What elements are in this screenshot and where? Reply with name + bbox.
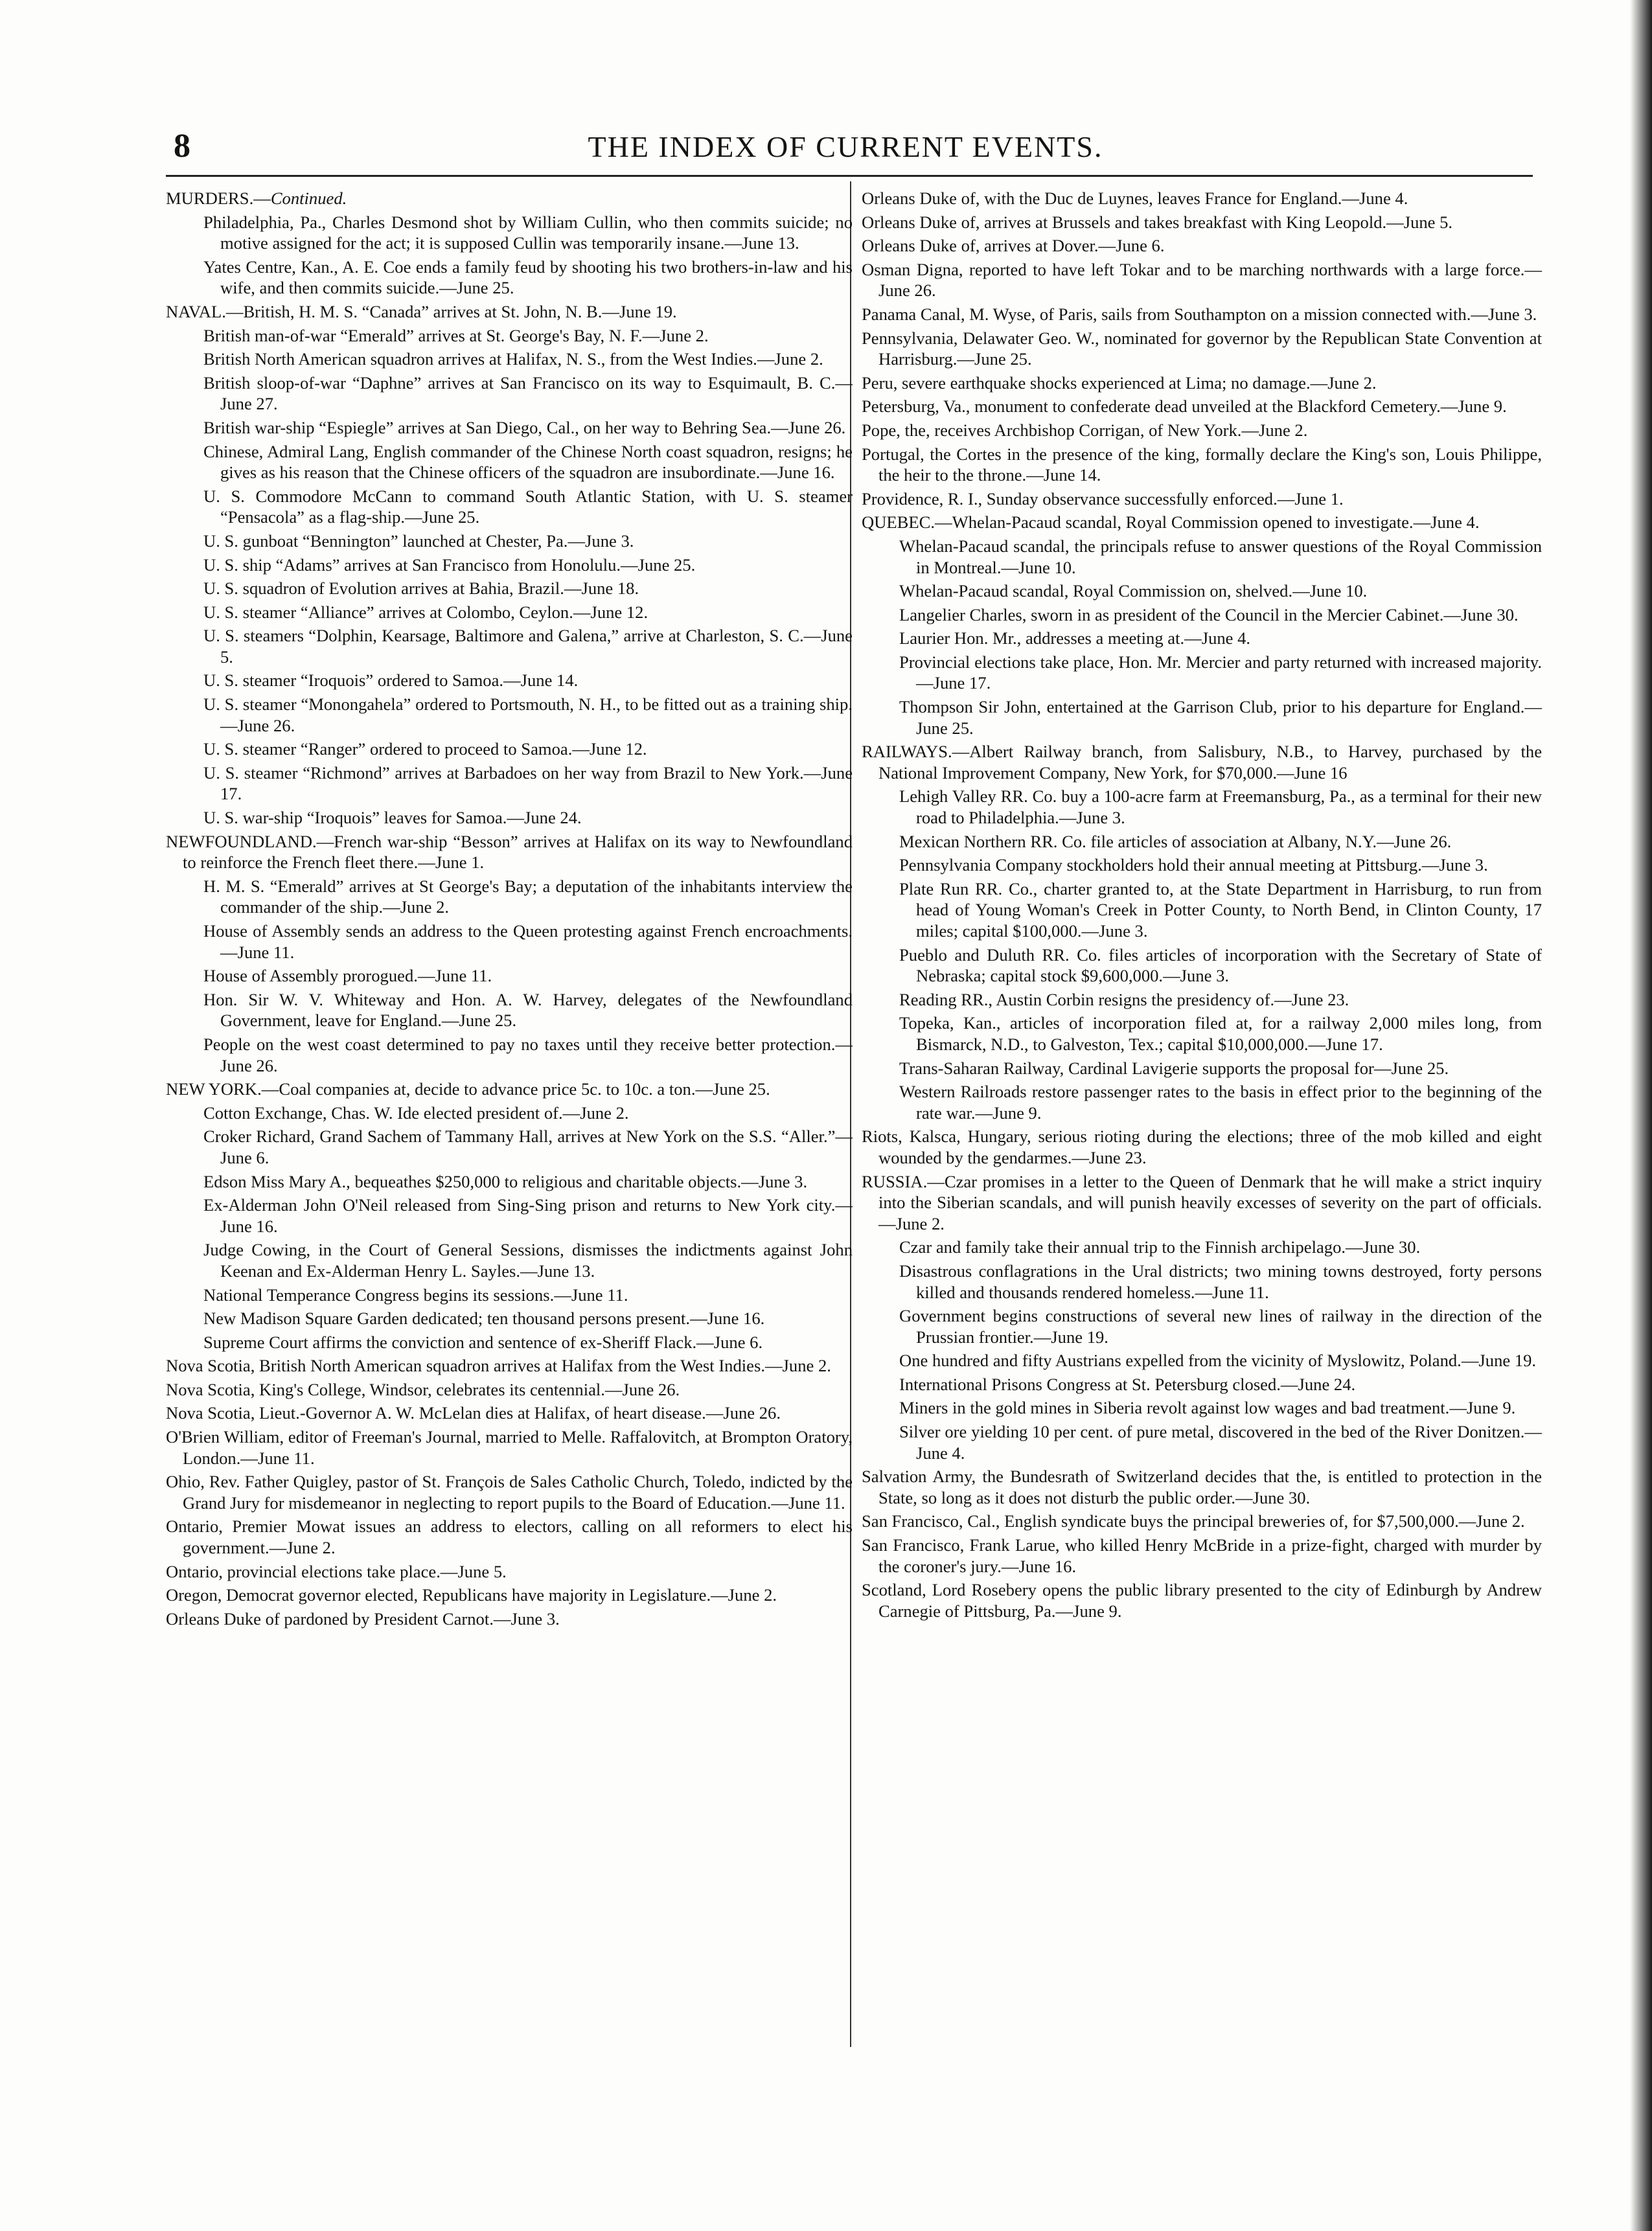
entry-text: Miners in the gold mines in Siberia revolt against low wages and bad treatment.—June 9. [899,1398,1516,1418]
entry-text: H. M. S. “Emerald” arrives at St George's Bay; a deputation of the inhabitants interview the commander of the ship.—June 2. [203,876,853,917]
entry-text: People on the west coast determined to pay no taxes until they receive better protection.—June 26. [203,1034,853,1075]
index-subentry [862,1058,1542,1079]
index-subentry [166,989,853,1031]
entry-text: RUSSIA.—Czar promises in a letter to the Queen of Denmark that he will make a strict inquiry into the Siberian scandals, and will punish heavily excesses of severity on the part of officials.—June 2. [862,1171,1542,1233]
entry-text: NAVAL.—British, H. M. S. “Canada” arrives at St. John, N. B.—June 19. [166,301,677,321]
entry-text: British sloop-of-war “Daphne” arrives at San Francisco on its way to Esquimault, B. C.—June 27. [203,372,853,414]
entry-text: U. S. steamer “Ranger” ordered to proceed to Samoa.—June 12. [203,739,647,759]
entry-text: National Temperance Congress begins its sessions.—June 11. [203,1285,628,1305]
index-subentry [166,1239,853,1281]
entry-text: British war-ship “Espiegle” arrives at San Diego, Cal., on her way to Behring Sea.—June 26. [203,417,846,437]
index-entry [862,1171,1542,1235]
index-entry [862,488,1542,510]
index-subentry [862,944,1542,987]
entry-text: Lehigh Valley RR. Co. buy a 100-acre farm at Freemansburg, Pa., as a terminal for their new road to Philadelphia.—June 3. [899,786,1542,828]
index-subentry [862,878,1542,942]
index-subentry [166,1195,853,1237]
index-subentry [166,325,853,347]
entry-text: MURDERS.— [166,189,271,208]
entry-text: Whelan-Pacaud scandal, Royal Commission on, shelved.—June 10. [899,581,1368,601]
entry-text: Thompson Sir John, entertained at the Garrison Club, prior to his departure for England.—June 25. [899,697,1542,738]
entry-text: New Madison Square Garden dedicated; ten thousand persons present.—June 16. [203,1309,765,1329]
entry-text: Government begins constructions of several new lines of railway in the direction of the Prussian frontier.—June 19. [899,1306,1542,1347]
index-subentry [166,921,853,963]
index-subentry [166,555,853,576]
index-subentry [862,1237,1542,1258]
index-subentry [166,1308,853,1329]
index-entry [166,301,853,323]
index-entry [862,1535,1542,1577]
index-subentry [862,580,1542,602]
index-subentry [862,604,1542,626]
index-subentry [862,536,1542,578]
entry-text: Pueblo and Duluth RR. Co. files articles of incorporation with the Secretary of State of Nebraska; capital stock $9,600,000.—June 3. [899,944,1542,986]
index-entry [862,1511,1542,1532]
continued-label: Continued. [270,189,347,208]
index-subentry [862,1350,1542,1371]
running-title: THE INDEX OF CURRENT EVENTS. [588,130,1103,163]
index-subentry [862,786,1542,828]
index-entry [862,328,1542,370]
index-subentry [166,1103,853,1124]
entry-text: Laurier Hon. Mr., addresses a meeting at.—June 4. [899,628,1251,648]
page-header [155,127,1535,172]
index-entry [862,372,1542,394]
entry-text: Disastrous conflagrations in the Ural districts; two mining towns destroyed, forty persons killed and thousands rendered homeless.—June 11. [899,1261,1542,1302]
index-subentry [862,652,1542,694]
entry-text: U. S. squadron of Evolution arrives at Bahia, Brazil.—June 18. [203,578,639,599]
index-entry [166,1471,853,1513]
entry-text: Oregon, Democrat governor elected, Republicans have majority in Legislature.—June 2. [166,1585,777,1605]
entry-text: NEWFOUNDLAND.—French war-ship “Besson” arrives at Halifax on its way to Newfoundland to reinforce the French fleet there.—June 1. [166,831,853,873]
index-subentry [862,854,1542,876]
index-entry [166,1079,853,1100]
entry-text: Ontario, Premier Mowat issues an address to electors, calling on all reformers to elect his government.—June 2. [166,1516,853,1558]
entry-text: Providence, R. I., Sunday observance successfully enforced.—June 1. [862,488,1344,509]
index-entry [166,188,853,209]
index-subentry [862,1305,1542,1347]
entry-text: Orleans Duke of pardoned by President Carnot.—June 3. [166,1608,560,1629]
entry-text: RAILWAYS.—Albert Railway branch, from Salisbury, N.B., to Harvey, purchased by the National Improvement Company, New York, for $70,000.—June 16 [862,742,1542,783]
entry-text: U. S. war-ship “Iroquois” leaves for Samoa.—June 24. [203,808,582,828]
entry-text: International Prisons Congress at St. Petersburg closed.—June 24. [899,1374,1356,1394]
index-subentry [862,1421,1542,1463]
entry-text: Croker Richard, Grand Sachem of Tammany Hall, arrives at New York on the S.S. “Aller.”—June 6. [203,1127,853,1167]
entry-text: QUEBEC.—Whelan-Pacaud scandal, Royal Commission opened to investigate.—June 4. [862,512,1480,532]
entry-text: U. S. Commodore McCann to command South Atlantic Station, with U. S. steamer “Pensacola” as a flag-ship.—June 25. [203,486,853,527]
index-entry [166,1608,853,1630]
entry-text: Trans-Saharan Railway, Cardinal Lavigerie supports the proposal for—June 25. [899,1058,1449,1078]
entry-text: Orleans Duke of, arrives at Brussels and takes breakfast with King Leopold.—June 5. [862,212,1453,232]
index-subentry [862,1081,1542,1123]
index-subentry [862,628,1542,649]
index-entry [166,1561,853,1583]
index-entry [862,741,1542,783]
index-entry [862,1126,1542,1168]
entry-text: British man-of-war “Emerald” arrives at St. George's Bay, N. F.—June 2. [203,325,709,345]
index-entry [862,1466,1542,1508]
entry-text: U. S. steamer “Alliance” arrives at Colombo, Ceylon.—June 12. [203,602,648,622]
index-subentry [166,738,853,760]
page-number: 8 [174,128,190,165]
index-subentry [166,1126,853,1168]
entry-text: House of Assembly prorogued.—June 11. [203,966,492,986]
index-entry [166,1402,853,1424]
entry-text: U. S. steamer “Iroquois” ordered to Samoa.—June 14. [203,670,579,691]
index-subentry [166,1171,853,1193]
entry-text: San Francisco, Frank Larue, who killed Henry McBride in a prize-fight, charged with murder by the coroner's jury.—June 16. [862,1535,1542,1576]
index-subentry [862,1374,1542,1395]
entry-text: Plate Run RR. Co., charter granted to, at the State Department in Harrisburg, to run from head of Young Woman's Creek in Potter County, to North Bend, in Clinton County, 17 miles; capital $100,000.—June 3. [899,878,1542,941]
index-entry [166,1426,853,1469]
index-subentry [166,578,853,599]
entry-text: U. S. ship “Adams” arrives at San Francisco from Honolulu.—June 25. [203,555,696,575]
entry-text: Pennsylvania Company stockholders hold their annual meeting at Pittsburg.—June 3. [899,855,1488,875]
index-subentry [166,1034,853,1076]
entry-text: Pennsylvania, Delawater Geo. W., nominated for governor by the Republican State Convention at Harrisburg.—June 25. [862,328,1542,369]
index-subentry [166,257,853,299]
index-entry [166,1379,853,1401]
entry-text: Whelan-Pacaud scandal, the principals refuse to answer questions of the Royal Commission in Montreal.—June 10. [899,536,1542,577]
index-entry [862,420,1542,441]
index-entry [862,259,1542,301]
index-subentry [166,602,853,623]
header-rule [166,175,1533,177]
entry-text: Provincial elections take place, Hon. Mr. Mercier and party returned with increased majority.—June 17. [899,652,1542,693]
index-subentry [166,486,853,528]
entry-text: Topeka, Kan., articles of incorporation filed at, for a railway 2,000 miles long, from Bismarck, N.D., to Galveston, Tex.; capital $10,000,000.—June 17. [899,1013,1542,1054]
entry-text: Cotton Exchange, Chas. W. Ide elected president of.—June 2. [203,1103,629,1123]
index-subentry [862,696,1542,738]
index-subentry [166,762,853,805]
entry-text: U. S. steamers “Dolphin, Kearsage, Baltimore and Galena,” arrive at Charleston, S. C.—June 5. [203,626,853,667]
index-entry [166,1585,853,1606]
entry-text: Osman Digna, reported to have left Tokar and to be marching northwards with a large force.—June 26. [862,259,1542,301]
index-subentry [166,876,853,918]
index-subentry [166,212,853,254]
entry-text: Chinese, Admiral Lang, English commander of the Chinese North coast squadron, resigns; he gives as his reason that the Chinese officers of the squadron are insubordinate.—June 16. [203,441,853,483]
index-entry [166,1516,853,1558]
entry-text: O'Brien William, editor of Freeman's Journal, married to Melle. Raffalovitch, at Brompton Oratory, London.—June 11. [166,1427,853,1468]
page-edge-shadow [1630,0,1652,2231]
entry-text: Langelier Charles, sworn in as president of the Council in the Mercier Cabinet.—June 30. [899,604,1519,624]
entry-text: Portugal, the Cortes in the presence of the king, formally declare the King's son, Louis Philippe, the heir to the throne.—June 14. [862,444,1542,485]
entry-text: Peru, severe earthquake shocks experienced at Lima; no damage.—June 2. [862,372,1377,393]
entry-text: Orleans Duke of, arrives at Dover.—June 6. [862,236,1165,256]
index-subentry [862,989,1542,1011]
entry-text: Czar and family take their annual trip to the Finnish archipelago.—June 30. [899,1237,1421,1257]
entry-text: Orleans Duke of, with the Duc de Luynes, leaves France for England.—June 4. [862,189,1408,208]
entry-text: Silver ore yielding 10 per cent. of pure metal, discovered in the bed of the River Donitzen.—June 4. [899,1422,1542,1463]
index-subentry [862,1261,1542,1303]
entry-text: Nova Scotia, Lieut.-Governor A. W. McLelan dies at Halifax, of heart disease.—June 26. [166,1403,781,1423]
index-subentry [166,372,853,415]
entry-text: Riots, Kalsca, Hungary, serious rioting during the elections; three of the mob killed and eight wounded by the gendarmes.—June 23. [862,1127,1542,1167]
entry-text: Scotland, Lord Rosebery opens the public library presented to the city of Edinburgh by Andrew Carnegie of Pittsburg, Pa.—June 9. [862,1580,1542,1621]
index-entry [862,304,1542,325]
entry-text: Panama Canal, M. Wyse, of Paris, sails from Southampton on a mission connected with.—June 3. [862,304,1537,324]
index-subentry [166,625,853,667]
entry-text: Edson Miss Mary A., bequeathes $250,000 to religious and charitable objects.—June 3. [203,1171,808,1191]
index-entry [862,235,1542,257]
entry-text: U. S. gunboat “Bennington” launched at Chester, Pa.—June 3. [203,531,634,551]
entry-text: U. S. steamer “Richmond” arrives at Barbadoes on her way from Brazil to New York.—June 17. [203,762,853,804]
entry-text: Mexican Northern RR. Co. file articles of association at Albany, N.Y.—June 26. [899,831,1452,851]
index-entry [862,1579,1542,1621]
index-entry [166,831,853,873]
entry-text: House of Assembly sends an address to the Queen protesting against French encroachments.—June 11. [203,921,853,962]
index-subentry [862,831,1542,852]
entry-text: Yates Centre, Kan., A. E. Coe ends a family feud by shooting his two brothers-in-law and his wife, and then commits suicide.—June 25. [203,257,853,298]
entry-text: NEW YORK.—Coal companies at, decide to advance price 5c. to 10c. a ton.—June 25. [166,1079,770,1099]
entry-text: Ontario, provincial elections take place.—June 5. [166,1561,507,1581]
index-entry [862,188,1542,209]
index-subentry [862,1397,1542,1419]
entry-text: San Francisco, Cal., English syndicate buys the principal breweries of, for $7,500,000.—June 2. [862,1511,1525,1531]
index-entry [862,512,1542,533]
entry-text: Salvation Army, the Bundesrath of Switzerland decides that the, is entitled to protection in the State, so long as it does not disturb the public order.—June 30. [862,1467,1542,1507]
index-subentry [862,1013,1542,1055]
entry-text: U. S. steamer “Monongahela” ordered to Portsmouth, N. H., to be fitted out as a training ship.—June 26. [203,694,853,735]
index-subentry [166,1332,853,1353]
index-subentry [166,1285,853,1306]
entry-text: Supreme Court affirms the conviction and sentence of ex-Sheriff Flack.—June 6. [203,1332,763,1352]
entry-text: Judge Cowing, in the Court of General Sessions, dismisses the indictments against John Keenan and Ex-Alderman Henry L. Sayles.—June 13. [203,1240,853,1281]
entry-text: Nova Scotia, British North American squadron arrives at Halifax from the West Indies.—June 2. [166,1356,831,1376]
entry-text: Ex-Alderman John O'Neil released from Sing-Sing prison and returns to New York city.—June 16. [203,1195,853,1236]
index-subentry [166,807,853,829]
entry-text: Ohio, Rev. Father Quigley, pastor of St. François de Sales Catholic Church, Toledo, indicted by the Grand Jury for misdemeanor in neglecting to report pupils to the Board of Education.—June 11. [166,1472,853,1513]
index-subentry [166,694,853,736]
entry-text: Western Railroads restore passenger rates to the basis in effect prior to the beginning of the rate war.—June 9. [899,1082,1542,1123]
entry-text: One hundred and fifty Austrians expelled from the vicinity of Myslowitz, Poland.—June 19. [899,1351,1537,1371]
entry-text: Petersburg, Va., monument to confederate dead unveiled at the Blackford Cemetery.—June 9. [862,396,1507,417]
index-entry [166,1355,853,1377]
index-entry [862,444,1542,486]
index-subentry [166,417,853,439]
entry-text: Hon. Sir W. V. Whiteway and Hon. A. W. Harvey, delegates of the Newfoundland Government, leave for England.—June 25. [203,989,853,1031]
right-column [862,188,1542,1624]
entry-text: Reading RR., Austin Corbin resigns the presidency of.—June 23. [899,989,1349,1009]
entry-text: Nova Scotia, King's College, Windsor, celebrates its centennial.—June 26. [166,1379,680,1399]
index-entry [862,212,1542,233]
index-subentry [166,441,853,483]
index-subentry [166,965,853,987]
index-subentry [166,670,853,691]
entry-text: British North American squadron arrives at Halifax, N. S., from the West Indies.—June 2. [203,349,823,369]
entry-text: Philadelphia, Pa., Charles Desmond shot by William Cullin, who then commits suicide; no motive assigned for the act; it is supposed Cullin was temporarily insane.—June 13. [203,212,853,253]
left-column [166,188,853,1632]
index-entry [862,396,1542,417]
index-subentry [166,531,853,552]
index-subentry [166,349,853,370]
entry-text: Pope, the, receives Archbishop Corrigan, of New York.—June 2. [862,420,1308,440]
